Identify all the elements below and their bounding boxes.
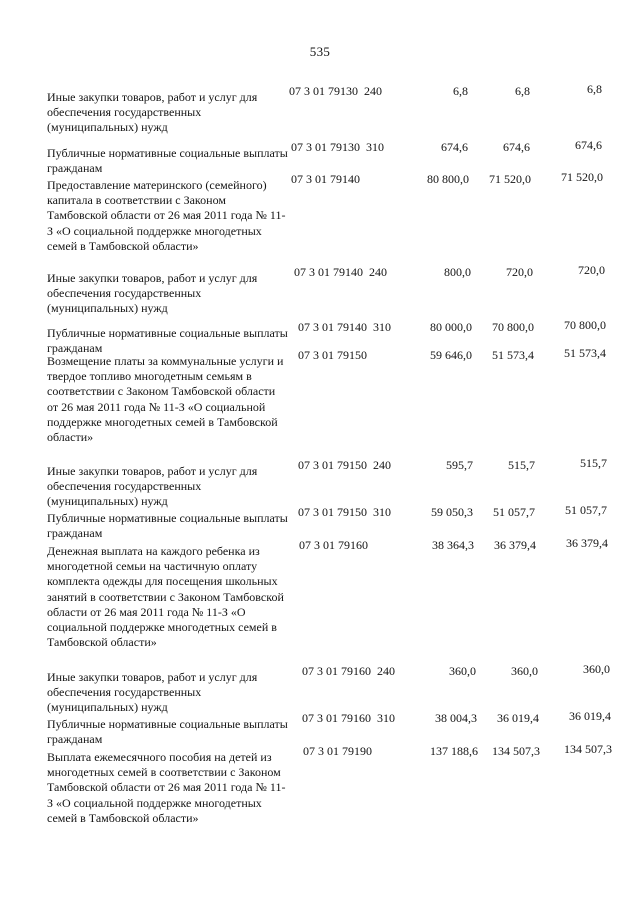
row-value-1: 360,0: [449, 664, 476, 678]
row-value-1: 674,6: [441, 140, 468, 154]
row-description: Денежная выплата на каждого ребенка из многодетной семьи на частичную оплату комплекта одежды для посещения школьных занятий в соответствии с Законом Тамбовской области от 26 мая 2011 года № 11-З «О социальной поддержке многодетных семей в Тамбовской области»: [47, 544, 284, 650]
row-code: 07 3 01 79140 240: [294, 265, 387, 279]
row-code: 07 3 01 79160 240: [302, 664, 395, 678]
row-description: Публичные нормативные социальные выплаты гражданам: [47, 717, 288, 747]
row-value-2: 720,0: [506, 265, 533, 279]
row-value-1: 6,8: [453, 84, 468, 98]
row-value-3: 720,0: [578, 263, 605, 277]
row-code: 07 3 01 79190: [303, 744, 372, 758]
row-code: 07 3 01 79130 240: [289, 84, 382, 98]
row-value-1: 80 000,0: [430, 320, 472, 334]
row-value-1: 59 646,0: [430, 348, 472, 362]
row-code: 07 3 01 79150 240: [298, 458, 391, 472]
row-value-3: 674,6: [575, 138, 602, 152]
row-value-2: 51 573,4: [492, 348, 534, 362]
row-code: 07 3 01 79160 310: [302, 711, 395, 725]
row-description: Иные закупки товаров, работ и услуг для обеспечения государственных (муниципальных) нужд: [47, 670, 258, 715]
row-value-2: 360,0: [511, 664, 538, 678]
row-value-3: 51 057,7: [565, 503, 607, 517]
row-description: Предоставление материнского (семейного) капитала в соответствии с Законом Тамбовской области от 26 мая 2011 года № 11-З «О социальной поддержке многодетных семей в Тамбовской области»: [47, 178, 286, 253]
row-value-2: 71 520,0: [489, 172, 531, 186]
row-value-3: 70 800,0: [564, 318, 606, 332]
row-code: 07 3 01 79150: [298, 348, 367, 362]
row-description: Возмещение платы за коммунальные услуги и твердое топливо многодетным семьям в соответствии с Законом Тамбовской области от 26 мая 2011 года № 11-З «О социальной поддержке многодетных семей в Тамбовской области»: [47, 354, 284, 445]
row-value-1: 59 050,3: [431, 505, 473, 519]
row-description: Публичные нормативные социальные выплаты гражданам: [47, 146, 288, 176]
row-value-3: 36 379,4: [566, 536, 608, 550]
row-value-3: 6,8: [587, 82, 602, 96]
row-value-3: 71 520,0: [561, 170, 603, 184]
row-value-2: 36 019,4: [497, 711, 539, 725]
row-value-2: 51 057,7: [493, 505, 535, 519]
row-value-1: 800,0: [444, 265, 471, 279]
row-value-2: 515,7: [508, 458, 535, 472]
row-description: Иные закупки товаров, работ и услуг для обеспечения государственных (муниципальных) нужд: [47, 464, 258, 509]
row-code: 07 3 01 79160: [299, 538, 368, 552]
row-description: Публичные нормативные социальные выплаты гражданам: [47, 326, 288, 356]
row-value-3: 515,7: [580, 456, 607, 470]
row-code: 07 3 01 79140 310: [298, 320, 391, 334]
row-value-2: 70 800,0: [492, 320, 534, 334]
row-value-3: 360,0: [583, 662, 610, 676]
row-value-2: 674,6: [503, 140, 530, 154]
page-number: 535: [309, 44, 331, 59]
row-description: Иные закупки товаров, работ и услуг для обеспечения государственных (муниципальных) нужд: [47, 90, 258, 135]
row-description: Иные закупки товаров, работ и услуг для обеспечения государственных (муниципальных) нужд: [47, 271, 258, 316]
row-value-2: 134 507,3: [492, 744, 540, 758]
row-value-1: 137 188,6: [430, 744, 478, 758]
row-value-2: 6,8: [515, 84, 530, 98]
row-code: 07 3 01 79140: [291, 172, 360, 186]
row-value-1: 38 004,3: [435, 711, 477, 725]
row-value-3: 36 019,4: [569, 709, 611, 723]
row-value-3: 134 507,3: [564, 742, 612, 756]
row-value-1: 80 800,0: [427, 172, 469, 186]
row-description: Выплата ежемесячного пособия на детей из многодетных семей в соответствии с Законом Тамбовской области от 26 мая 2011 года № 11-З «О социальной поддержке многодетных семей в Тамбовской области»: [47, 750, 286, 825]
row-description: Публичные нормативные социальные выплаты гражданам: [47, 511, 288, 541]
row-value-1: 38 364,3: [432, 538, 474, 552]
row-code: 07 3 01 79130 310: [291, 140, 384, 154]
row-value-2: 36 379,4: [494, 538, 536, 552]
row-code: 07 3 01 79150 310: [298, 505, 391, 519]
row-value-1: 595,7: [446, 458, 473, 472]
row-value-3: 51 573,4: [564, 346, 606, 360]
